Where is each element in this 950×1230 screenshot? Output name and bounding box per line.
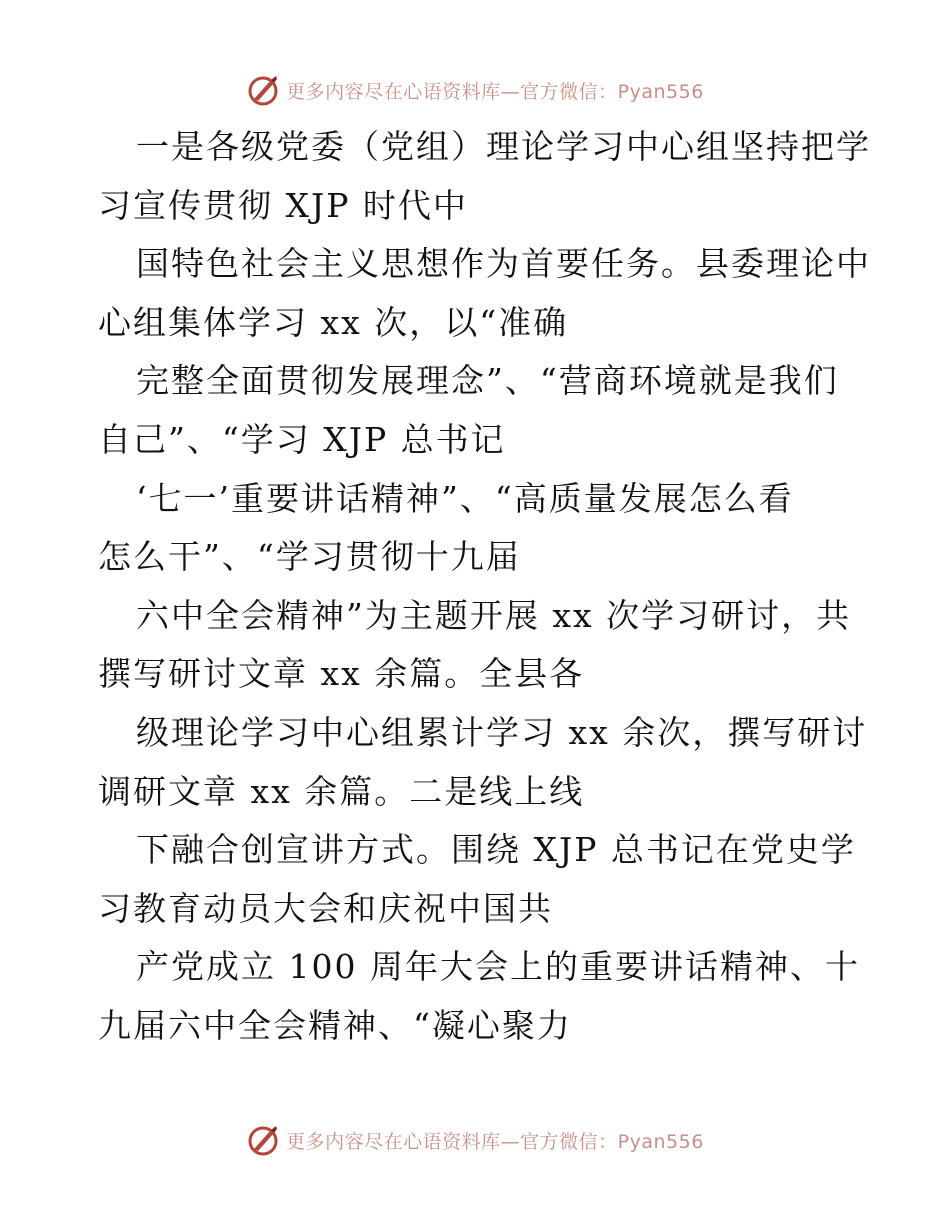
document-body — [98, 118, 871, 1056]
text-line: 国特色社会主义思想作为首要任务。县委理论中 — [136, 244, 871, 284]
text-line: 怎么干”、“学习贯彻十九届 — [98, 537, 521, 577]
watermark-text: 更多内容尽在心语资料库—官方微信：Pyan556 — [286, 80, 704, 103]
text-line: 下融合创宣讲方式。围绕 XJP 总书记在党史学 — [136, 830, 856, 870]
text-line: ‘七一’重要讲话精神”、“高质量发展怎么看 — [136, 478, 794, 518]
text-line: 完整全面贯彻发展理念”、“营商环境就是我们 — [136, 361, 839, 401]
quill-logo-icon — [246, 1123, 280, 1157]
text-line: 习教育动员大会和庆祝中国共 — [98, 888, 553, 928]
text-line: 心组集体学习 xx 次，以“准确 — [98, 302, 569, 342]
text-line: 六中全会精神”为主题开展 xx 次学习研讨，共 — [136, 595, 852, 635]
text-line: 级理论学习中心组累计学习 xx 余次，撰写研讨 — [136, 712, 868, 752]
text-line: 撰写研讨文章 xx 余篇。全县各 — [98, 654, 585, 694]
quill-logo-icon — [246, 73, 280, 107]
header-watermark — [0, 68, 950, 112]
text-line: 习宣传贯彻 XJP 时代中 — [98, 185, 468, 225]
watermark-text: 更多内容尽在心语资料库—官方微信：Pyan556 — [286, 1130, 704, 1153]
text-line: 产党成立 100 周年大会上的重要讲话精神、十 — [136, 947, 860, 987]
text-line: 调研文章 xx 余篇。二是线上线 — [98, 771, 585, 811]
text-line: 一是各级党委（党组）理论学习中心组坚持把学 — [136, 127, 871, 166]
footer-watermark — [0, 1118, 950, 1162]
text-line: 九届六中全会精神、“凝心聚力 — [98, 1005, 572, 1045]
text-line: 自己”、“学习 XJP 总书记 — [98, 419, 506, 459]
